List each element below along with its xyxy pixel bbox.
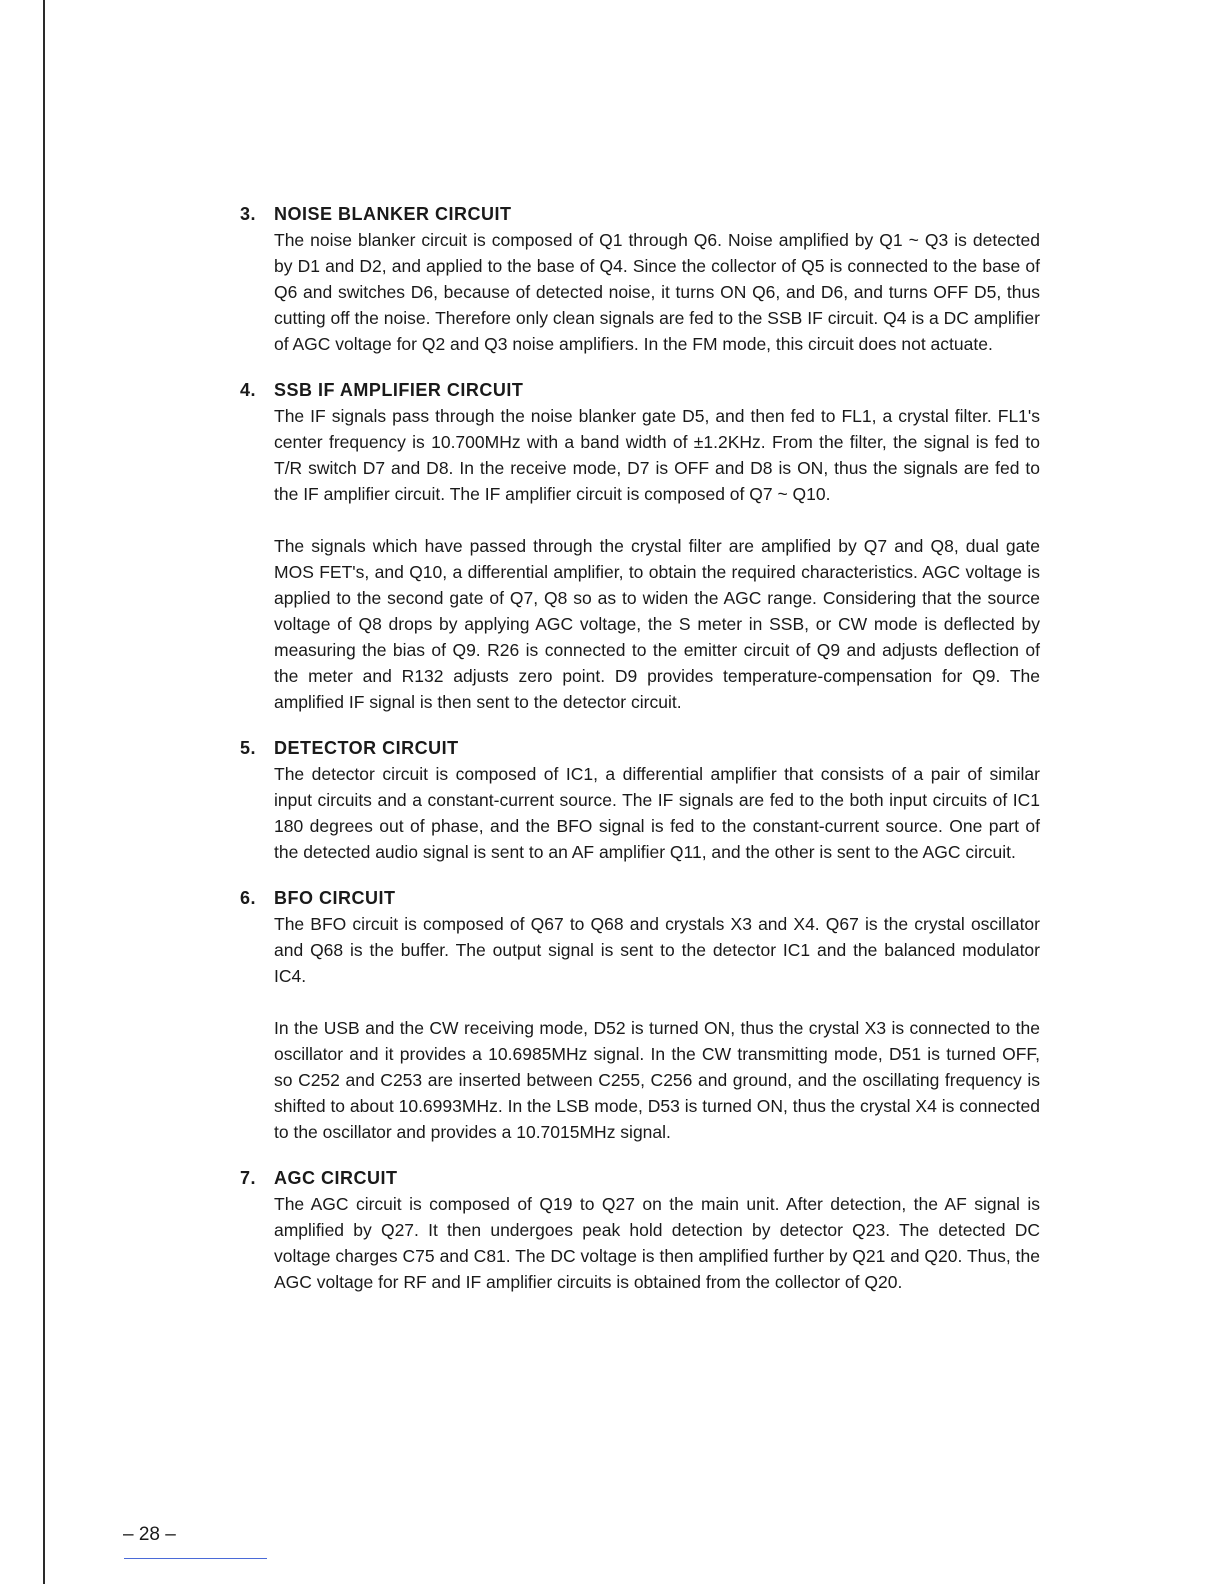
- section-number: 5.: [240, 738, 257, 758]
- section-heading: [240, 377, 1040, 403]
- paragraph: The signals which have passed through the crystal filter are amplified by Q7 and Q8, dual gate MOS FET's, and Q10, a differential amplifier, to obtain the required characteristics. AGC voltage is applied to the second gate of Q7, Q8 so as to widen the AGC range. Considering that the source voltage of Q8 drops by applying AGC voltage, the S meter in SSB, or CW mode is deflected by measuring the bias of Q9. R26 is connected to the emitter circuit of Q9 and adjusts deflection of the meter and R132 adjusts zero point. D9 provides temperature-compensation for Q9. The amplified IF signal is then sent to the detector circuit.: [274, 536, 1040, 712]
- section-number: 6.: [240, 888, 257, 908]
- section-title: BFO CIRCUIT: [274, 888, 396, 908]
- section-agc: [240, 1165, 1040, 1295]
- paragraph: The detector circuit is composed of IC1, a differential amplifier that consists of a pair of similar input circuits and a constant-current source. The IF signals are fed to the both input circuits of IC1 180 degrees out of phase, and the BFO signal is fed to the constant-current source. One part of the detected audio signal is sent to an AF amplifier Q11, and the other is sent to the AGC circuit.: [274, 764, 1040, 862]
- binding-margin-line: [43, 0, 45, 1584]
- section-heading: [240, 885, 1040, 911]
- section-title: SSB IF AMPLIFIER CIRCUIT: [274, 380, 524, 400]
- paragraph: The AGC circuit is composed of Q19 to Q27 on the main unit. After detection, the AF signal is amplified by Q27. It then undergoes peak hold detection by detector Q23. The detected DC voltage charges C75 and C81. The DC voltage is then amplified further by Q21 and Q20. Thus, the AGC voltage for RF and IF amplifier circuits is obtained from the collector of Q20.: [274, 1194, 1040, 1292]
- section-bfo: [240, 885, 1040, 1145]
- section-detector: [240, 735, 1040, 865]
- section-body: [274, 403, 1040, 715]
- section-number: 3.: [240, 204, 257, 224]
- page-number: – 28 –: [123, 1524, 176, 1545]
- paragraph: The IF signals pass through the noise blanker gate D5, and then fed to FL1, a crystal filter. FL1's center frequency is 10.700MHz with a band width of ±1.2KHz. From the filter, the signal is fed to T/R switch D7 and D8. In the receive mode, D7 is OFF and D8 is ON, thus the signals are fed to the IF amplifier circuit. The IF amplifier circuit is composed of Q7 ~ Q10.: [274, 406, 1040, 504]
- section-number: 7.: [240, 1168, 257, 1188]
- section-number: 4.: [240, 380, 257, 400]
- section-heading: [240, 1165, 1040, 1191]
- footer-rule: [124, 1558, 267, 1559]
- paragraph: The BFO circuit is composed of Q67 to Q68 and crystals X3 and X4. Q67 is the crystal oscillator and Q68 is the buffer. The output signal is sent to the detector IC1 and the balanced modulator IC4.: [274, 914, 1040, 986]
- section-noise-blanker: [240, 201, 1040, 357]
- section-body: [274, 761, 1040, 865]
- section-body: [274, 1191, 1040, 1295]
- section-body: [274, 911, 1040, 1145]
- section-title: DETECTOR CIRCUIT: [274, 738, 459, 758]
- section-title: NOISE BLANKER CIRCUIT: [274, 204, 512, 224]
- section-heading: [240, 735, 1040, 761]
- paragraph: In the USB and the CW receiving mode, D52 is turned ON, thus the crystal X3 is connected to the oscillator and it provides a 10.6985MHz signal. In the CW transmitting mode, D51 is turned OFF, so C252 and C253 are inserted between C255, C256 and ground, and the oscillating frequency is shifted to about 10.6993MHz. In the LSB mode, D53 is turned ON, thus the crystal X4 is connected to the oscillator and provides a 10.7015MHz signal.: [274, 1018, 1040, 1142]
- section-ssb-if-amplifier: [240, 377, 1040, 715]
- section-heading: [240, 201, 1040, 227]
- section-title: AGC CIRCUIT: [274, 1168, 398, 1188]
- paragraph: The noise blanker circuit is composed of Q1 through Q6. Noise amplified by Q1 ~ Q3 is detected by D1 and D2, and applied to the base of Q4. Since the collector of Q5 is connected to the base of Q6 and switches D6, because of detected noise, it turns ON Q6, and D6, and turns OFF D5, thus cutting off the noise. Therefore only clean signals are fed to the SSB IF circuit. Q4 is a DC amplifier of AGC voltage for Q2 and Q3 noise amplifiers. In the FM mode, this circuit does not actuate.: [274, 230, 1040, 354]
- page-content: [240, 201, 1040, 1315]
- section-body: [274, 227, 1040, 357]
